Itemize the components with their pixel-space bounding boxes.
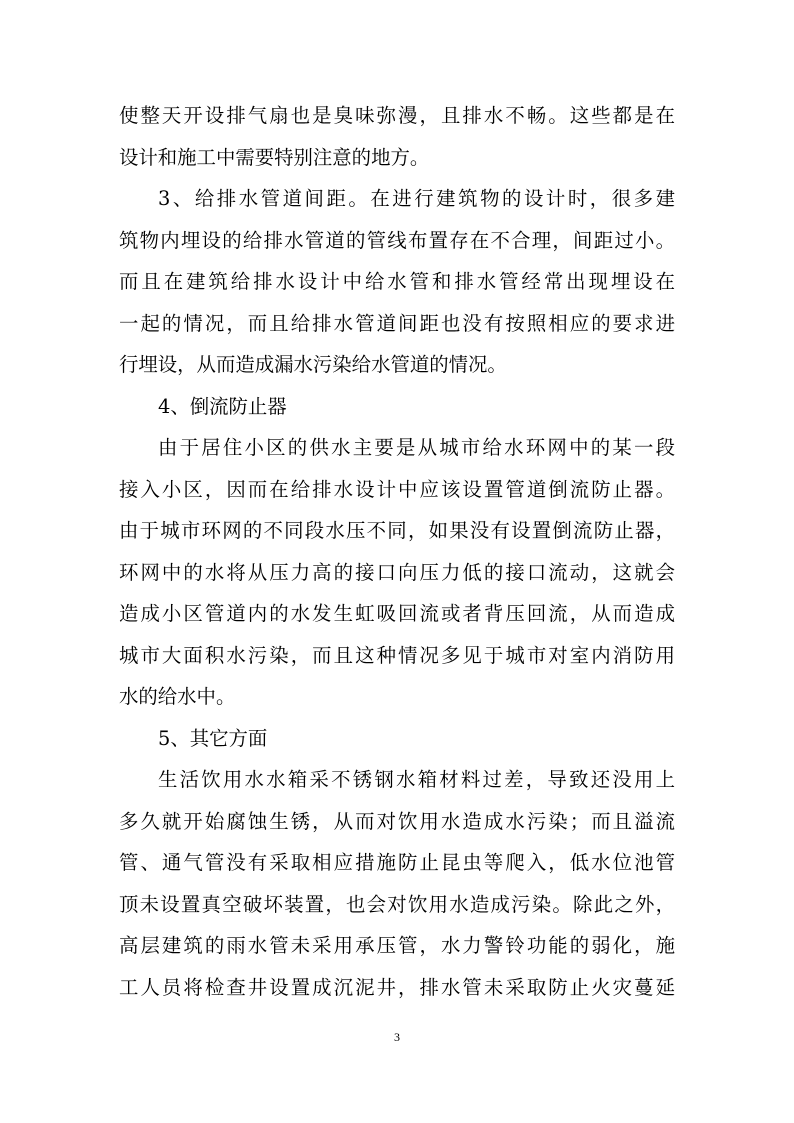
text-line: 而且在建筑给排水设计中给水管和排水管经常出现埋设在: [119, 270, 675, 293]
text-line: 设计和施工中需要特别注意的地方。: [119, 145, 430, 169]
text-line: 一起的情况，而且给排水管道间距也没有按照相应的要求进: [119, 311, 675, 335]
page-number: 3: [394, 1030, 400, 1044]
text-line: 多久就开始腐蚀生锈，从而对饮用水造成水污染；而且溢流: [119, 809, 675, 833]
text-line: 造成小区管道内的水发生虹吸回流或者背压回流，从而造成: [119, 602, 675, 625]
body-text: [119, 95, 675, 1008]
text-line: 高层建筑的雨水管未采用承压管，水力警铃功能的弱化，施: [119, 934, 675, 957]
text-line: 筑物内埋设的给排水管道的管线布置存在不合理，间距过小。: [119, 228, 675, 252]
text-line: 工人员将检查井设置成沉泥井，排水管未采取防止火灾蔓延: [119, 975, 675, 999]
text-line: 顶未设置真空破坏装置，也会对饮用水造成污染。除此之外，: [119, 892, 675, 916]
text-line: 水的给水中。: [119, 685, 236, 708]
text-line: 城市大面积水污染，而且这种情况多见于城市对室内消防用: [119, 643, 675, 667]
text-line: 生活饮用水水箱采不锈钢水箱材料过差，导致还没用上: [158, 768, 675, 791]
text-line: 由于居住小区的供水主要是从城市给水环网中的某一段: [158, 436, 675, 459]
text-line: 4、倒流防止器: [158, 394, 287, 418]
text-line: 管、通气管没有采取相应措施防止昆虫等爬入，低水位池管: [119, 851, 675, 874]
text-line: 3、给排水管道间距。在进行建筑物的设计时，很多建: [158, 187, 675, 210]
text-line: 5、其它方面: [158, 726, 268, 750]
text-line: 由于城市环网的不同段水压不同，如果没有设置倒流防止器，: [119, 519, 675, 542]
text-line: 环网中的水将从压力高的接口向压力低的接口流动，这就会: [119, 560, 675, 584]
text-line: 接入小区，因而在给排水设计中应该设置管道倒流防止器。: [119, 477, 675, 501]
text-line: 使整天开设排气扇也是臭味弥漫，且排水不畅。这些都是在: [119, 104, 675, 127]
text-line: 行埋设，从而造成漏水污染给水管道的情况。: [119, 353, 507, 376]
